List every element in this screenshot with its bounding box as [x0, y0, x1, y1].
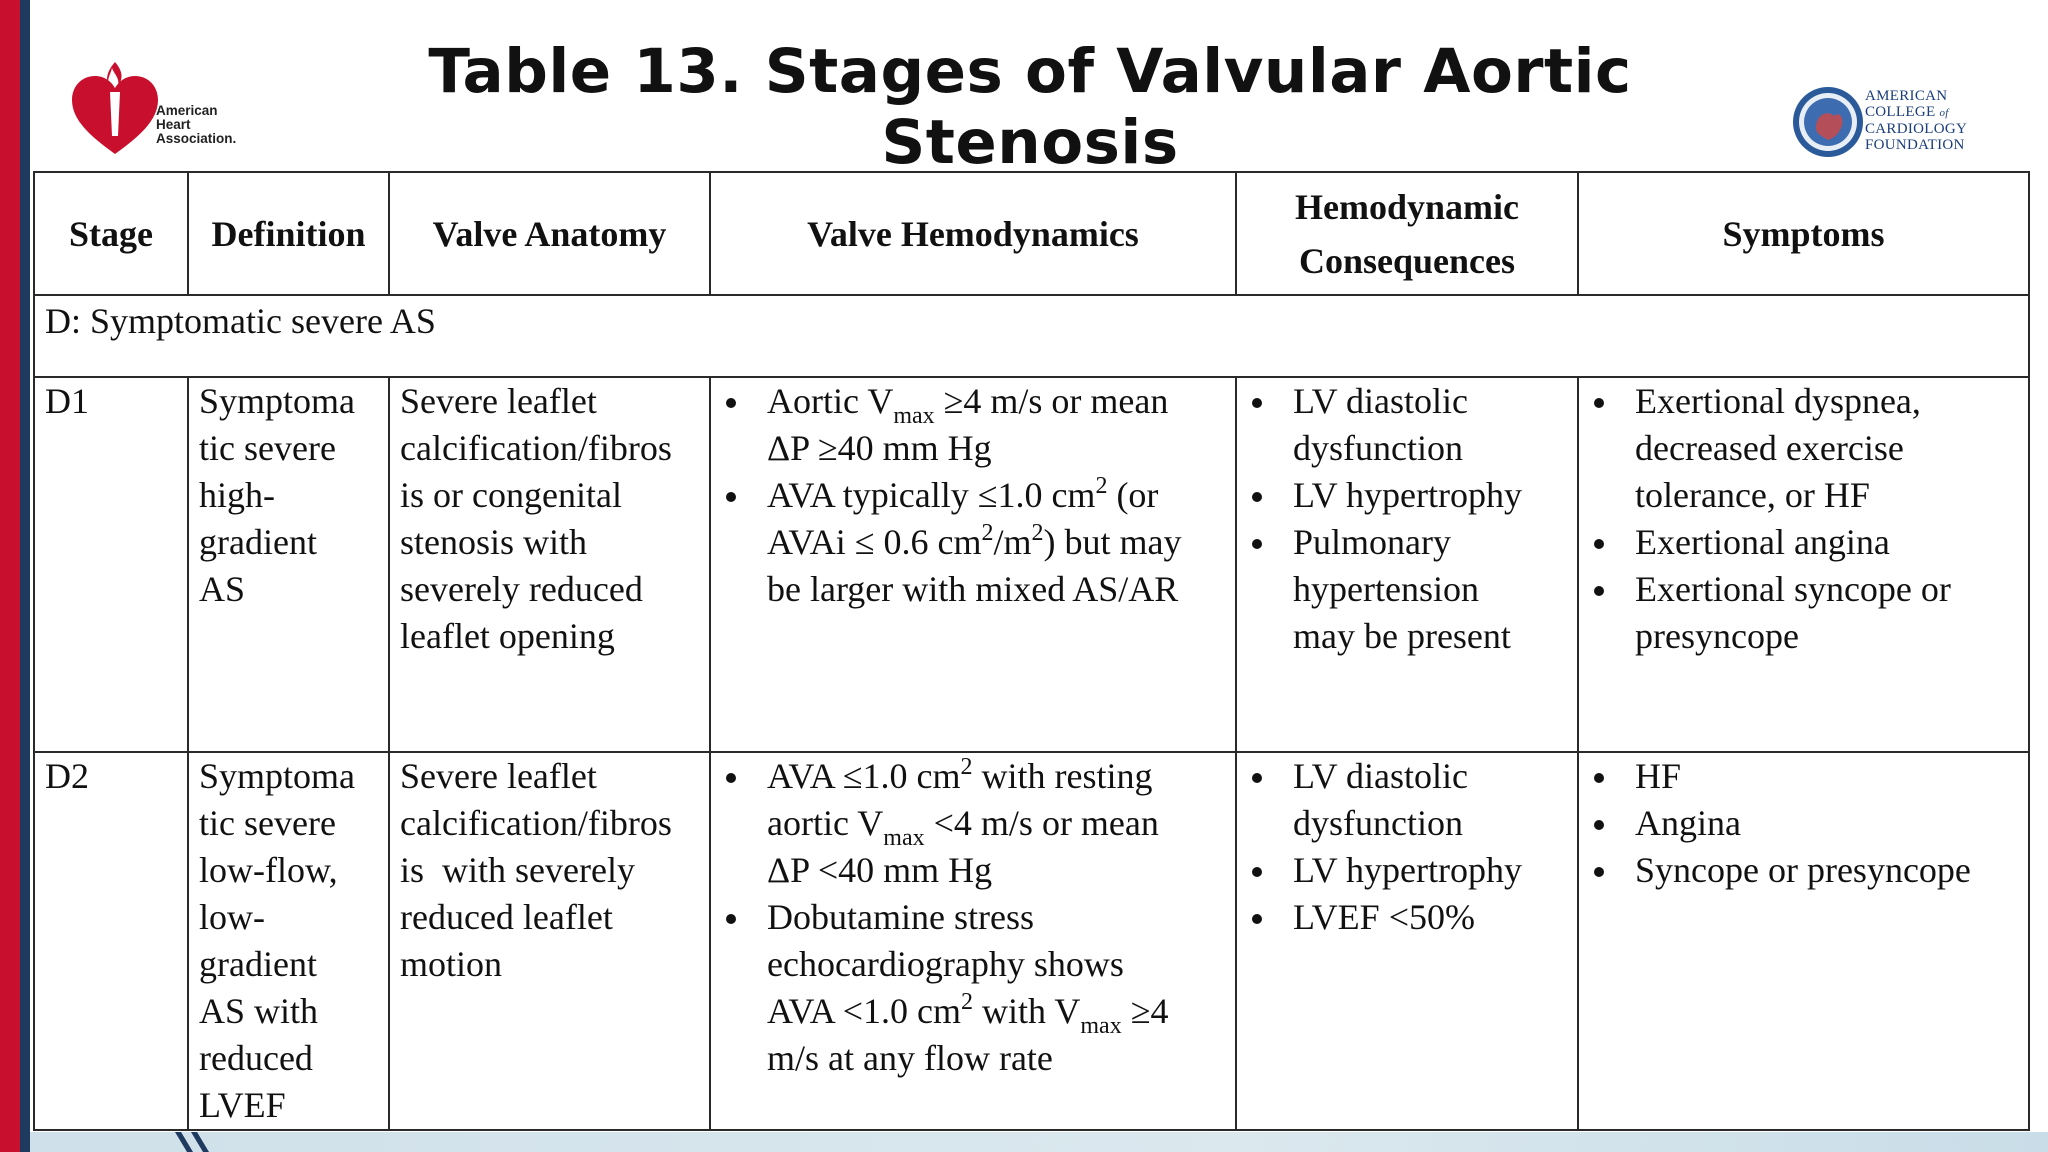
list-item [1247, 378, 1569, 472]
text-line: Syncope or presyncope [1635, 850, 1971, 890]
text-line: Pulmonary [1293, 522, 1451, 562]
stage-cell: D1 [34, 377, 188, 752]
hemodynamics-cell [710, 752, 1236, 1130]
left-red-bar [0, 0, 20, 1152]
bullet-list [1589, 378, 2020, 660]
header-consequences-line-2: Consequences [1298, 240, 1516, 281]
text-line: LVEF [199, 1085, 286, 1125]
bullet-list [1247, 378, 1569, 660]
aha-logo-text [156, 104, 236, 146]
text-line: echocardiography shows [767, 944, 1124, 984]
text-line: leaflet opening [400, 616, 615, 656]
header-stage: Stage [34, 172, 188, 295]
text-line: Aortic $V_{max} \ge 4$ m/s or mean [767, 381, 1169, 429]
text-line: AS with [199, 991, 319, 1031]
section-row [34, 295, 2029, 377]
acc-logo-text [1865, 88, 1967, 153]
text-line: is or congenital [400, 475, 622, 515]
list-item [1247, 894, 1569, 941]
text-line: LV hypertrophy [1293, 475, 1522, 515]
anatomy-cell [389, 377, 710, 752]
page-title: Table 13. Stages of Valvular Aortic Stenosis [428, 36, 1632, 178]
aha-line-3: Association. [156, 131, 237, 146]
acc-of: of [1939, 107, 1949, 119]
text-line: Exertional syncope or [1635, 569, 1951, 609]
list-item [721, 378, 1227, 472]
symptoms-cell [1578, 377, 2029, 752]
section-label: D: Symptomatic severe AS [34, 295, 2029, 377]
list-item [721, 894, 1227, 1082]
text-line: Angina [1635, 803, 1741, 843]
consequences-cell [1236, 377, 1578, 752]
list-item [1589, 847, 2020, 894]
text-line: tic severe [199, 428, 336, 468]
text-line: LVEF <50% [1293, 897, 1475, 937]
text-line: high- [199, 475, 275, 515]
text-line: Exertional angina [1635, 522, 1890, 562]
text-line: Severe leaflet [400, 381, 597, 421]
text-line: tolerance, or HF [1635, 475, 1870, 515]
text-line: LV diastolic [1293, 756, 1469, 796]
text-line: Symptoma [199, 756, 356, 796]
text-line: ΔP <40 mm Hg [767, 850, 993, 890]
text-line: may be present [1293, 616, 1511, 656]
text-line: decreased exercise [1635, 428, 1904, 468]
bullet-list [1589, 753, 2020, 894]
text-line: Dobutamine stress [767, 897, 1034, 937]
text-line: ΔP ≥40 mm Hg [767, 428, 992, 468]
text-line: aortic $V_{max} <4$ m/s or mean [767, 803, 1159, 851]
text-line: motion [400, 944, 503, 984]
consequences-cell [1236, 752, 1578, 1130]
left-navy-bar [20, 0, 30, 1152]
anatomy-cell [389, 752, 710, 1130]
definition-cell [188, 752, 389, 1130]
bullet-list [721, 753, 1227, 1082]
definition-cell [188, 377, 389, 752]
aha-line-2: Heart [156, 117, 191, 132]
bullet-list [721, 378, 1227, 613]
text-line: gradient [199, 944, 317, 984]
list-item [1589, 378, 2020, 519]
list-item [1247, 753, 1569, 847]
list-item [1589, 753, 2020, 800]
list-item [1247, 519, 1569, 660]
text-line: severely reduced [400, 569, 643, 609]
list-item [1247, 847, 1569, 894]
text-line: presyncope [1635, 616, 1799, 656]
aha-line-1: American [156, 103, 218, 118]
text-line: AS [199, 569, 246, 609]
text-line: reduced [199, 1038, 313, 1078]
text-line: dysfunction [1293, 803, 1463, 843]
acc-line-1: AMERICAN [1865, 88, 1948, 104]
list-item [721, 753, 1227, 894]
text-line: Severe leaflet [400, 756, 597, 796]
text-line: AVA ≤1.0 $cm^2$ with resting [767, 754, 1153, 796]
acc-college: COLLEGE [1865, 104, 1936, 120]
table-header-row [34, 172, 2029, 295]
text-line: Exertional dyspnea, [1635, 381, 1921, 421]
acc-line-4: FOUNDATION [1865, 137, 1965, 153]
table-row [34, 752, 2029, 1130]
text-line: hypertension [1293, 569, 1479, 609]
header-hemodynamic-consequences [1236, 172, 1578, 295]
text-line: AVA typically ≤1.0 $cm^2$ (or [767, 473, 1159, 515]
text-line: gradient [199, 522, 317, 562]
stage-cell: D2 [34, 752, 188, 1130]
bullet-list [1247, 753, 1569, 941]
header-consequences-line-1: Hemodynamic [1295, 186, 1519, 227]
header-definition: Definition [188, 172, 389, 295]
list-item [1247, 472, 1569, 519]
list-item [1589, 519, 2020, 566]
text-line: AVAi ≤ 0.6 $cm^2/m^2$) but may [767, 520, 1182, 562]
text-line: low- [199, 897, 265, 937]
text-line: LV hypertrophy [1293, 850, 1522, 890]
acc-line-2 [1865, 104, 1967, 121]
bottom-band [30, 1132, 2048, 1152]
list-item [1589, 800, 2020, 847]
text-line: stenosis with [400, 522, 588, 562]
list-item [721, 472, 1227, 613]
header-symptoms: Symptoms [1578, 172, 2029, 295]
text-line: Symptoma [199, 381, 356, 421]
stages-table [33, 171, 2030, 1131]
text-line: AVA <1.0 $cm^2$ with $V_{max} \ge 4$ [767, 989, 1169, 1039]
hemodynamics-cell [710, 377, 1236, 752]
symptoms-cell [1578, 752, 2029, 1130]
text-line: is with severely [400, 850, 635, 890]
header-valve-hemodynamics: Valve Hemodynamics [710, 172, 1236, 295]
bottom-stripes-decoration [165, 1132, 245, 1152]
text-line: calcification/fibros [400, 803, 672, 843]
text-line: reduced leaflet [400, 897, 613, 937]
text-line: be larger with mixed AS/AR [767, 569, 1179, 609]
header-valve-anatomy: Valve Anatomy [389, 172, 710, 295]
table-row [34, 377, 2029, 752]
acc-line-3: CARDIOLOGY [1865, 121, 1968, 137]
acc-seal-icon [1788, 84, 1868, 160]
text-line: low-flow, [199, 850, 338, 890]
text-line: dysfunction [1293, 428, 1463, 468]
text-line: HF [1635, 756, 1682, 796]
text-line: tic severe [199, 803, 336, 843]
text-line: calcification/fibros [400, 428, 672, 468]
text-line: m/s at any flow rate [767, 1038, 1053, 1078]
list-item [1589, 566, 2020, 660]
text-line: LV diastolic [1293, 381, 1469, 421]
